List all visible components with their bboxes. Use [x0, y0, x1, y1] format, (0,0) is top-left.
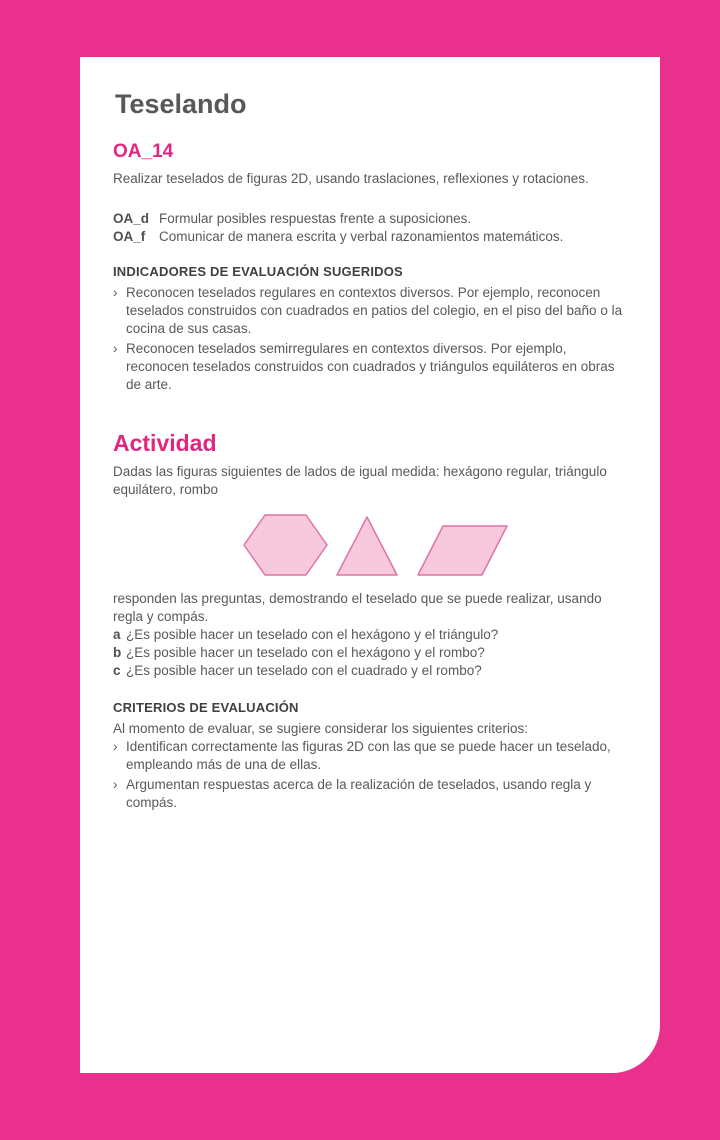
figures-illustration: [243, 514, 509, 578]
oa-objective-row: [113, 210, 627, 228]
bullet-marker: ›: [113, 285, 118, 300]
section-criterios: [113, 700, 627, 812]
actividad-intro: Dadas las figuras siguientes de lados de igual medida: hexágono regular, triángulo equilátero, rombo: [113, 464, 607, 497]
oa-text: Comunicar de manera escrita y verbal razonamientos matemáticos.: [159, 229, 564, 244]
bullet-marker: ›: [113, 777, 118, 792]
question-label: a: [113, 627, 121, 642]
question-row: [113, 626, 627, 644]
oa14-heading: OA_14: [113, 141, 174, 162]
bullet-text: Reconocen teselados semirregulares en contextos diversos. Por ejemplo, reconocen teselados construidos con cuadrados y triángulos equiláteros en obras de arte.: [126, 341, 615, 392]
indicadores-heading: INDICADORES DE EVALUACIÓN SUGERIDOS: [113, 264, 403, 279]
oa-objectives-list: [113, 210, 627, 246]
questions-intro: responden las preguntas, demostrando el teselado que se puede realizar, usando regla y compás.: [113, 591, 602, 624]
triangle-shape: [337, 517, 397, 575]
section-actividad: [113, 430, 627, 680]
oa-text: Formular posibles respuestas frente a suposiciones.: [159, 211, 472, 226]
bullet-marker: ›: [113, 341, 118, 356]
question-text: ¿Es posible hacer un teselado con el hexágono y el rombo?: [126, 645, 485, 660]
oa-objective-row: [113, 228, 627, 246]
bullet-marker: ›: [113, 739, 118, 754]
section-oa14: [113, 141, 627, 246]
question-text: ¿Es posible hacer un teselado con el cuadrado y el rombo?: [126, 663, 482, 678]
question-label: c: [113, 663, 121, 678]
section-indicadores: [113, 264, 627, 394]
question-label: b: [113, 645, 122, 660]
criterios-heading: CRITERIOS DE EVALUACIÓN: [113, 700, 299, 715]
oa14-description: Realizar teselados de figuras 2D, usando traslaciones, reflexiones y rotaciones.: [113, 171, 589, 186]
question-row: [113, 662, 627, 680]
criterios-intro: Al momento de evaluar, se sugiere considerar los siguientes criterios:: [113, 721, 528, 736]
figures-row: [243, 514, 627, 578]
rhombus-shape: [418, 526, 507, 575]
bullet-item: [113, 340, 627, 394]
bullet-item: [113, 776, 627, 812]
oa-code: OA_f: [113, 229, 146, 244]
worksheet-card: [80, 57, 660, 1073]
bullet-text: Argumentan respuestas acerca de la realización de teselados, usando regla y compás.: [126, 777, 592, 810]
bullet-item: [113, 284, 627, 338]
oa-code: OA_d: [113, 211, 150, 226]
actividad-heading: Actividad: [113, 430, 217, 456]
bullet-text: Reconocen teselados regulares en contextos diversos. Por ejemplo, reconocen teselados construidos con cuadrados en patios del colegio, en el piso del baño o la cocina de sus casas.: [126, 285, 623, 336]
bullet-text: Identifican correctamente las figuras 2D con las que se puede hacer un teselado, empleando más de una de ellas.: [126, 739, 611, 772]
page-title: Teselando: [115, 89, 247, 119]
question-text: ¿Es posible hacer un teselado con el hexágono y el triángulo?: [126, 627, 499, 642]
bullet-item: [113, 738, 627, 774]
worksheet-content: [80, 57, 660, 812]
hexagon-shape: [244, 515, 327, 575]
question-row: [113, 644, 627, 662]
